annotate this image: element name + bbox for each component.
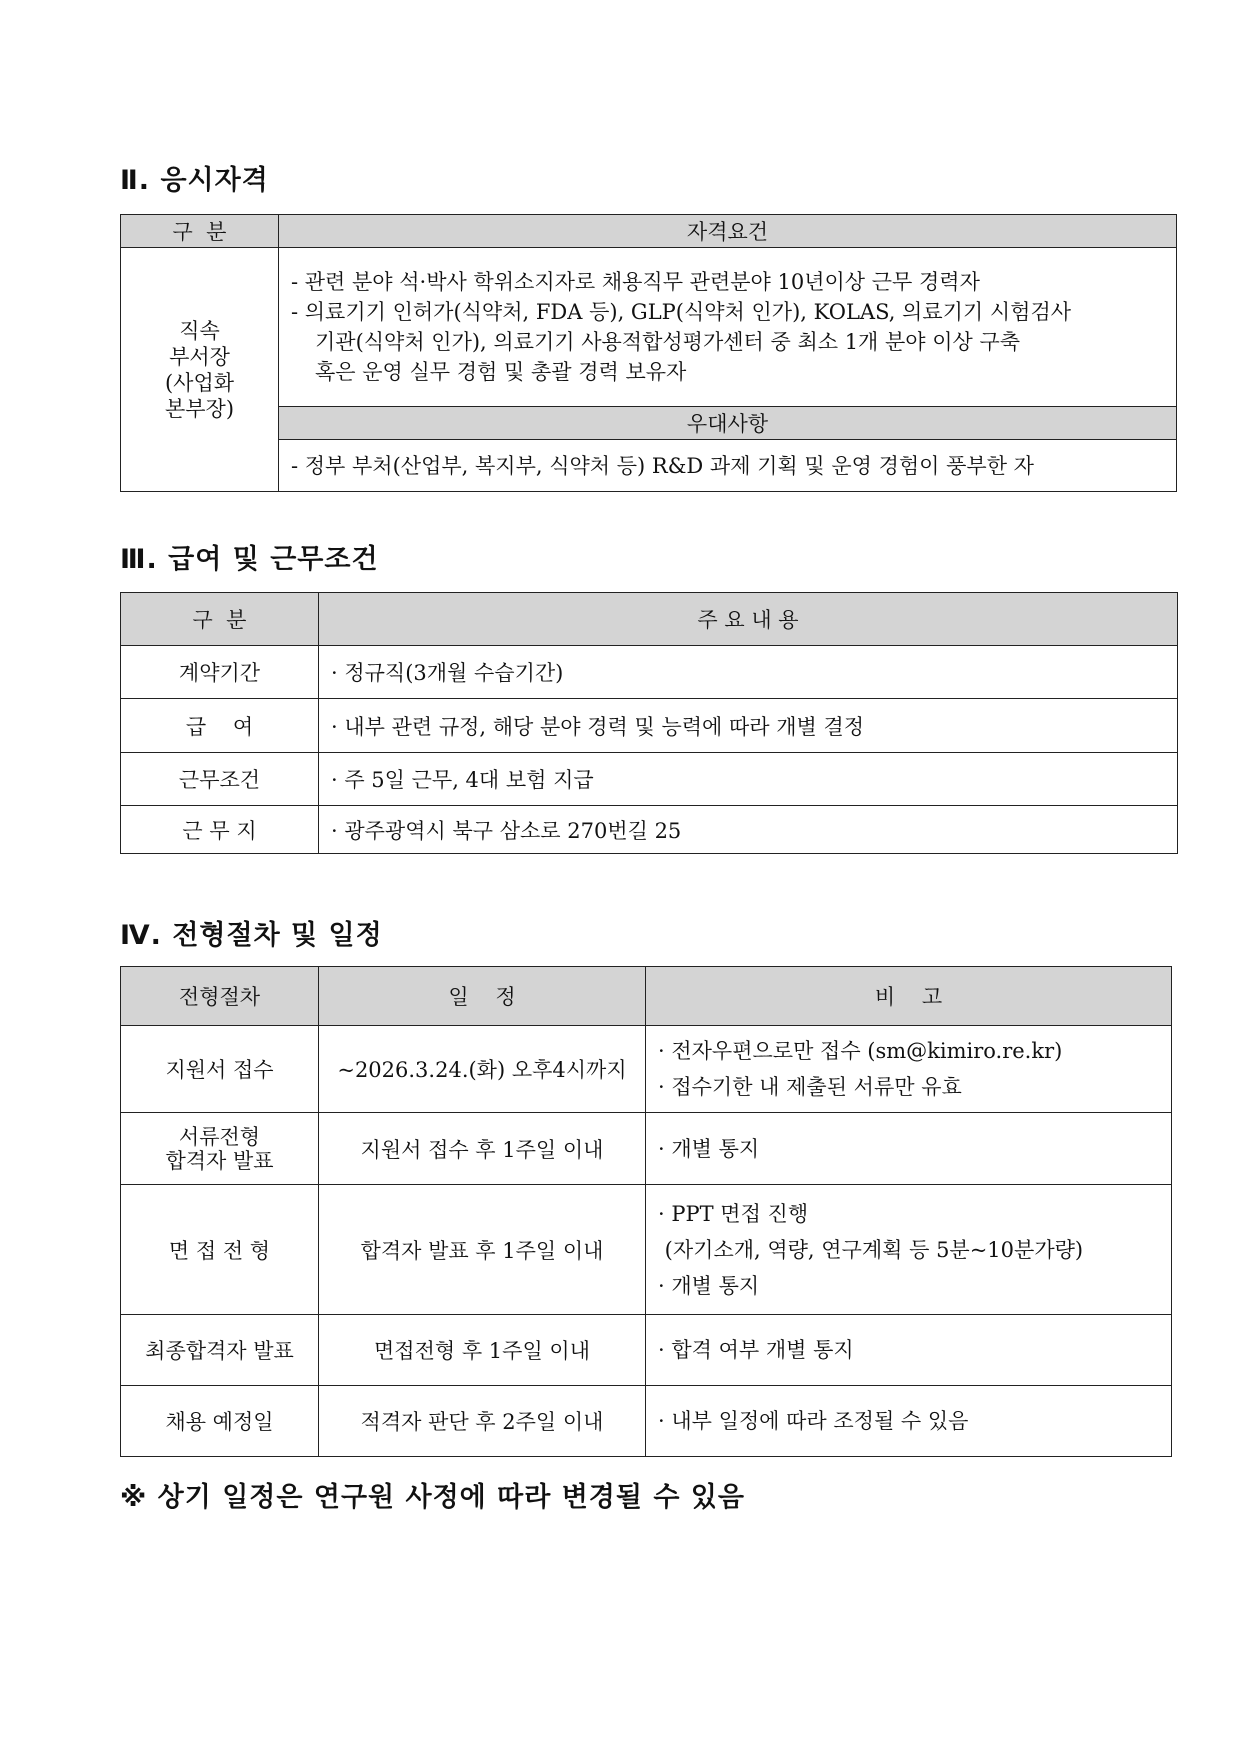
table-row (121, 753, 1178, 806)
note-line: · 합격 여부 개별 통지 (658, 1338, 854, 1362)
note-cell (646, 1185, 1172, 1315)
row-label: 계약기간 (121, 646, 319, 699)
section-2-title: Ⅱ. 응시자격 (120, 165, 269, 196)
step-cell: 최종합격자 발표 (121, 1315, 319, 1386)
note-line: · 내부 일정에 따라 조정될 수 있음 (658, 1409, 969, 1433)
note-line: · 개별 통지 (658, 1273, 760, 1298)
step-cell: 서류전형 합격자 발표 (121, 1113, 319, 1185)
table-row (121, 646, 1178, 699)
step-cell: 채용 예정일 (121, 1386, 319, 1457)
note-line: · 개별 통지 (658, 1136, 760, 1161)
section-3-title: Ⅲ. 급여 및 근무조건 (120, 544, 379, 575)
header-step: 전형절차 (121, 967, 319, 1026)
table-row (121, 1386, 1172, 1457)
note-cell (646, 1315, 1172, 1386)
position-cell (121, 248, 279, 492)
position-line: 직속 (179, 318, 220, 343)
position-line: 본부장) (164, 396, 235, 421)
schedule-cell: ~2026.3.24.(화) 오후4시까지 (319, 1026, 646, 1113)
row-content: · 주 5일 근무, 4대 보험 지급 (319, 753, 1178, 806)
position-line: (사업화 (164, 370, 235, 395)
table-row (121, 1185, 1172, 1315)
header-schedule: 일 정 (319, 967, 646, 1026)
row-content: · 내부 관련 규정, 해당 분야 경력 및 능력에 따라 개별 결정 (319, 699, 1178, 753)
qualification-table (120, 214, 1177, 492)
section-4-title: Ⅳ. 전형절차 및 일정 (120, 920, 383, 951)
schedule-cell: 합격자 발표 후 1주일 이내 (319, 1185, 646, 1315)
step-cell: 지원서 접수 (121, 1026, 319, 1113)
footnote: ※ 상기 일정은 연구원 사정에 따라 변경될 수 있음 (120, 1482, 746, 1513)
requirement-line: - 의료기기 인허가(식약처, FDA 등), GLP(식약처 인가), KOLAS, 의료기기 시험검사 (291, 300, 1072, 324)
table-row (121, 806, 1178, 854)
note-line: · 접수기한 내 제출된 서류만 유효 (658, 1075, 962, 1099)
row-label: 근무조건 (121, 753, 319, 806)
row-content: · 광주광역시 북구 삼소로 270번길 25 (319, 806, 1178, 854)
note-line: (자기소개, 역량, 연구계획 등 5분~10분가량) (658, 1237, 1084, 1262)
table-row (121, 699, 1178, 753)
row-label: 근 무 지 (121, 806, 319, 854)
header-content: 주 요 내 용 (319, 593, 1178, 646)
salary-table (120, 592, 1178, 854)
schedule-cell: 지원서 접수 후 1주일 이내 (319, 1113, 646, 1185)
position-line: 부서장 (169, 344, 230, 369)
schedule-table (120, 966, 1172, 1457)
preferred-line: - 정부 부처(산업부, 복지부, 식약처 등) R&D 과제 기획 및 운영 경험이 풍부한 자 (291, 453, 1034, 478)
step-cell: 면 접 전 형 (121, 1185, 319, 1315)
row-label: 급 여 (121, 699, 319, 753)
note-cell (646, 1026, 1172, 1113)
requirement-line: - 관련 분야 석·박사 학위소지자로 채용직무 관련분야 10년이상 근무 경력자 (291, 270, 980, 294)
header-category: 구 분 (121, 593, 319, 646)
table-row (121, 1315, 1172, 1386)
table-row (121, 1113, 1172, 1185)
note-line: · 전자우편으로만 접수 (sm@kimiro.re.kr) (658, 1039, 1063, 1063)
row-content: · 정규직(3개월 수습기간) (319, 646, 1178, 699)
requirements-cell (279, 248, 1177, 407)
preferred-cell (279, 440, 1177, 492)
requirement-line: 기관(식약처 인가), 의료기기 사용적합성평가센터 중 최소 1개 분야 이상 구축 (315, 330, 1021, 354)
header-requirements: 자격요건 (279, 215, 1177, 248)
requirement-line: 혹은 운영 실무 경험 및 총괄 경력 보유자 (315, 360, 687, 384)
header-note: 비 고 (646, 967, 1172, 1026)
note-cell (646, 1113, 1172, 1185)
schedule-cell: 적격자 판단 후 2주일 이내 (319, 1386, 646, 1457)
header-category: 구 분 (121, 215, 279, 248)
table-row (121, 1026, 1172, 1113)
note-cell (646, 1386, 1172, 1457)
note-line: · PPT 면접 진행 (658, 1201, 809, 1226)
header-preferred: 우대사항 (279, 407, 1177, 440)
schedule-cell: 면접전형 후 1주일 이내 (319, 1315, 646, 1386)
